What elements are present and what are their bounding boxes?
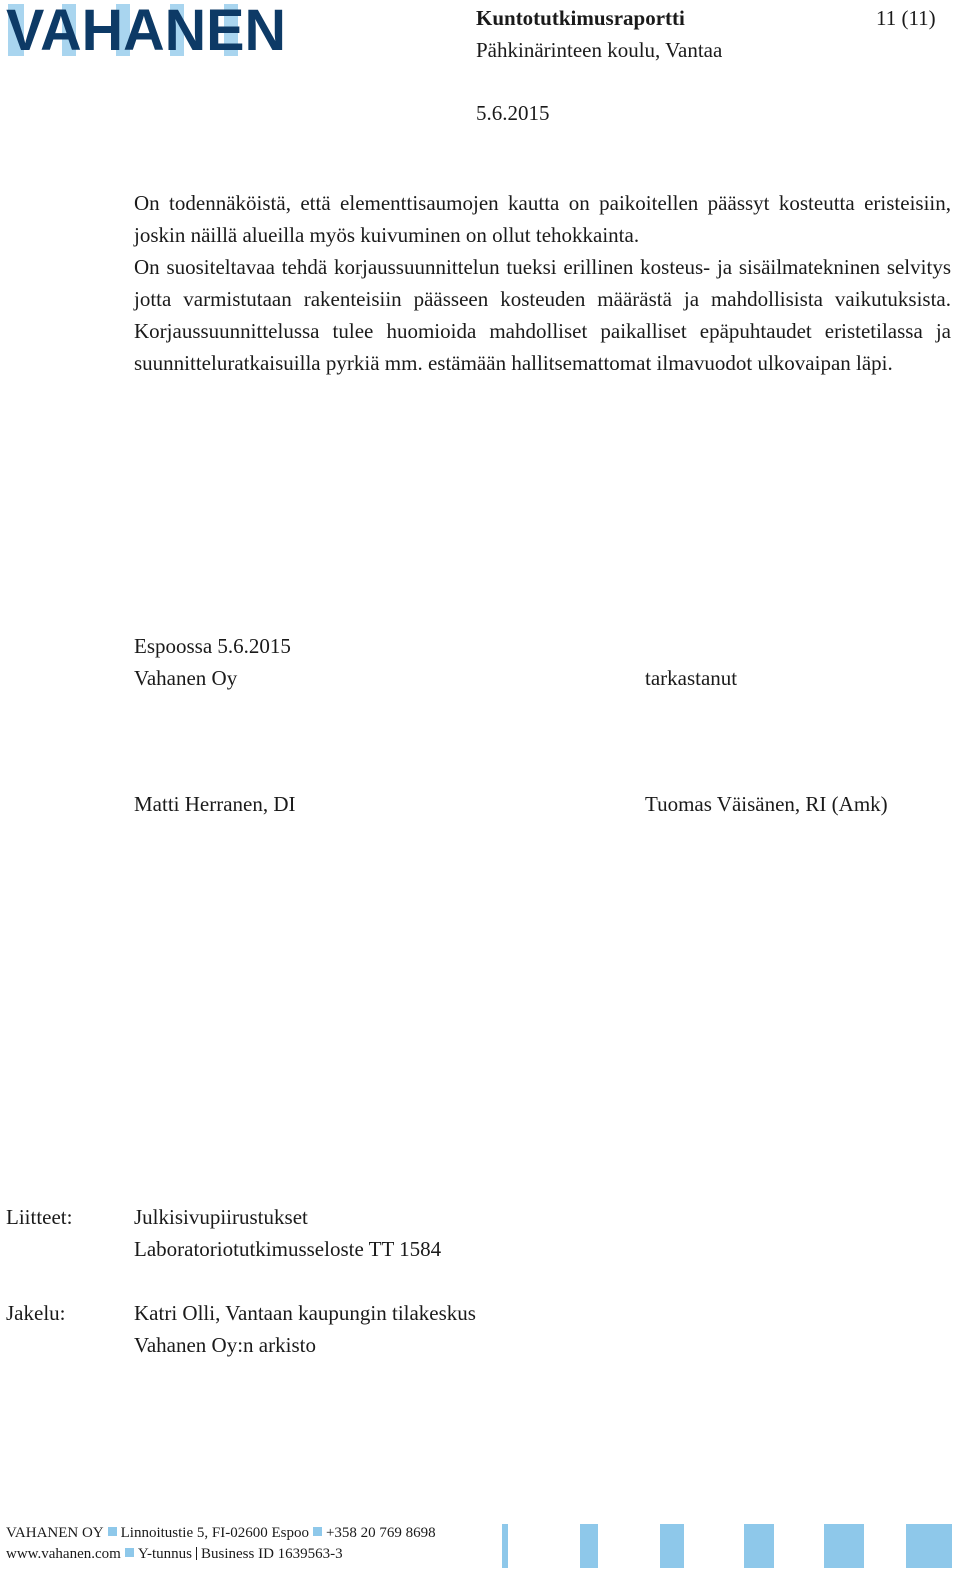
report-subtitle: Pähkinärinteen koulu, Vantaa	[476, 38, 723, 62]
distribution-item: Vahanen Oy:n arkisto	[134, 1333, 316, 1357]
footer-y-tunnus: Y-tunnus	[137, 1546, 192, 1562]
place-date: Espoossa 5.6.2015	[134, 634, 291, 658]
company-name: Vahanen Oy	[134, 666, 238, 690]
attachment-item: Julkisivupiirustukset	[134, 1205, 308, 1229]
distribution-label: Jakelu:	[6, 1301, 66, 1325]
footer-website[interactable]: www.vahanen.com	[6, 1546, 121, 1562]
square-bullet-icon	[313, 1527, 322, 1536]
reviewed-label: tarkastanut	[645, 666, 738, 690]
attachments-label: Liitteet:	[6, 1205, 73, 1229]
footer-company: VAHANEN OY	[6, 1525, 104, 1541]
report-title: Kuntotutkimusraportti	[476, 6, 685, 30]
footer-address: Linnoitustie 5, FI-02600 Espoo	[120, 1525, 309, 1541]
reviewer-name: Tuomas Väisänen, RI (Amk)	[645, 792, 888, 816]
body-paragraph-1: On todennäköistä, että elementtisaumojen kautta on paikoitellen päässyt kosteutta eristeisiin, joskin näillä alueilla myös kuivuminen on ollut tehokkainta.	[134, 191, 951, 247]
author-name: Matti Herranen, DI	[134, 792, 296, 816]
logo-text: VAHANEN	[6, 2, 286, 58]
square-bullet-icon	[125, 1548, 134, 1557]
footer-phone: +358 20 769 8698	[325, 1525, 436, 1541]
footer-business-id: Business ID 1639563-3	[201, 1546, 343, 1562]
distribution-item: Katri Olli, Vantaan kaupungin tilakeskus	[134, 1301, 476, 1325]
footer-decorative-bars	[500, 1522, 960, 1570]
page-number: 11 (11)	[876, 6, 936, 30]
footer-line-1	[6, 1525, 436, 1542]
body-paragraph-2: On suositeltavaa tehdä korjaussuunnittelun tueksi erillinen kosteus- ja sisäilmatekninen selvitys jotta varmistutaan rakenteisiin päässeen kosteuden määrästä ja mahdollisista vaikutuksista. Korjaussuunnittelussa tulee huomioida mahdolliset paikalliset epäpuhtaudet eristetilassa ja suunnitteluratkaisuilla pyrkiä mm. estämään hallitsemattomat ilmavuodot ulkovaipan läpi.	[134, 255, 951, 375]
report-date: 5.6.2015	[476, 101, 550, 125]
separator	[196, 1547, 197, 1560]
square-bullet-icon	[108, 1527, 117, 1536]
attachment-item: Laboratoriotutkimusseloste TT 1584	[134, 1237, 442, 1261]
vahanen-logo	[6, 2, 288, 58]
footer-line-2	[6, 1546, 343, 1563]
